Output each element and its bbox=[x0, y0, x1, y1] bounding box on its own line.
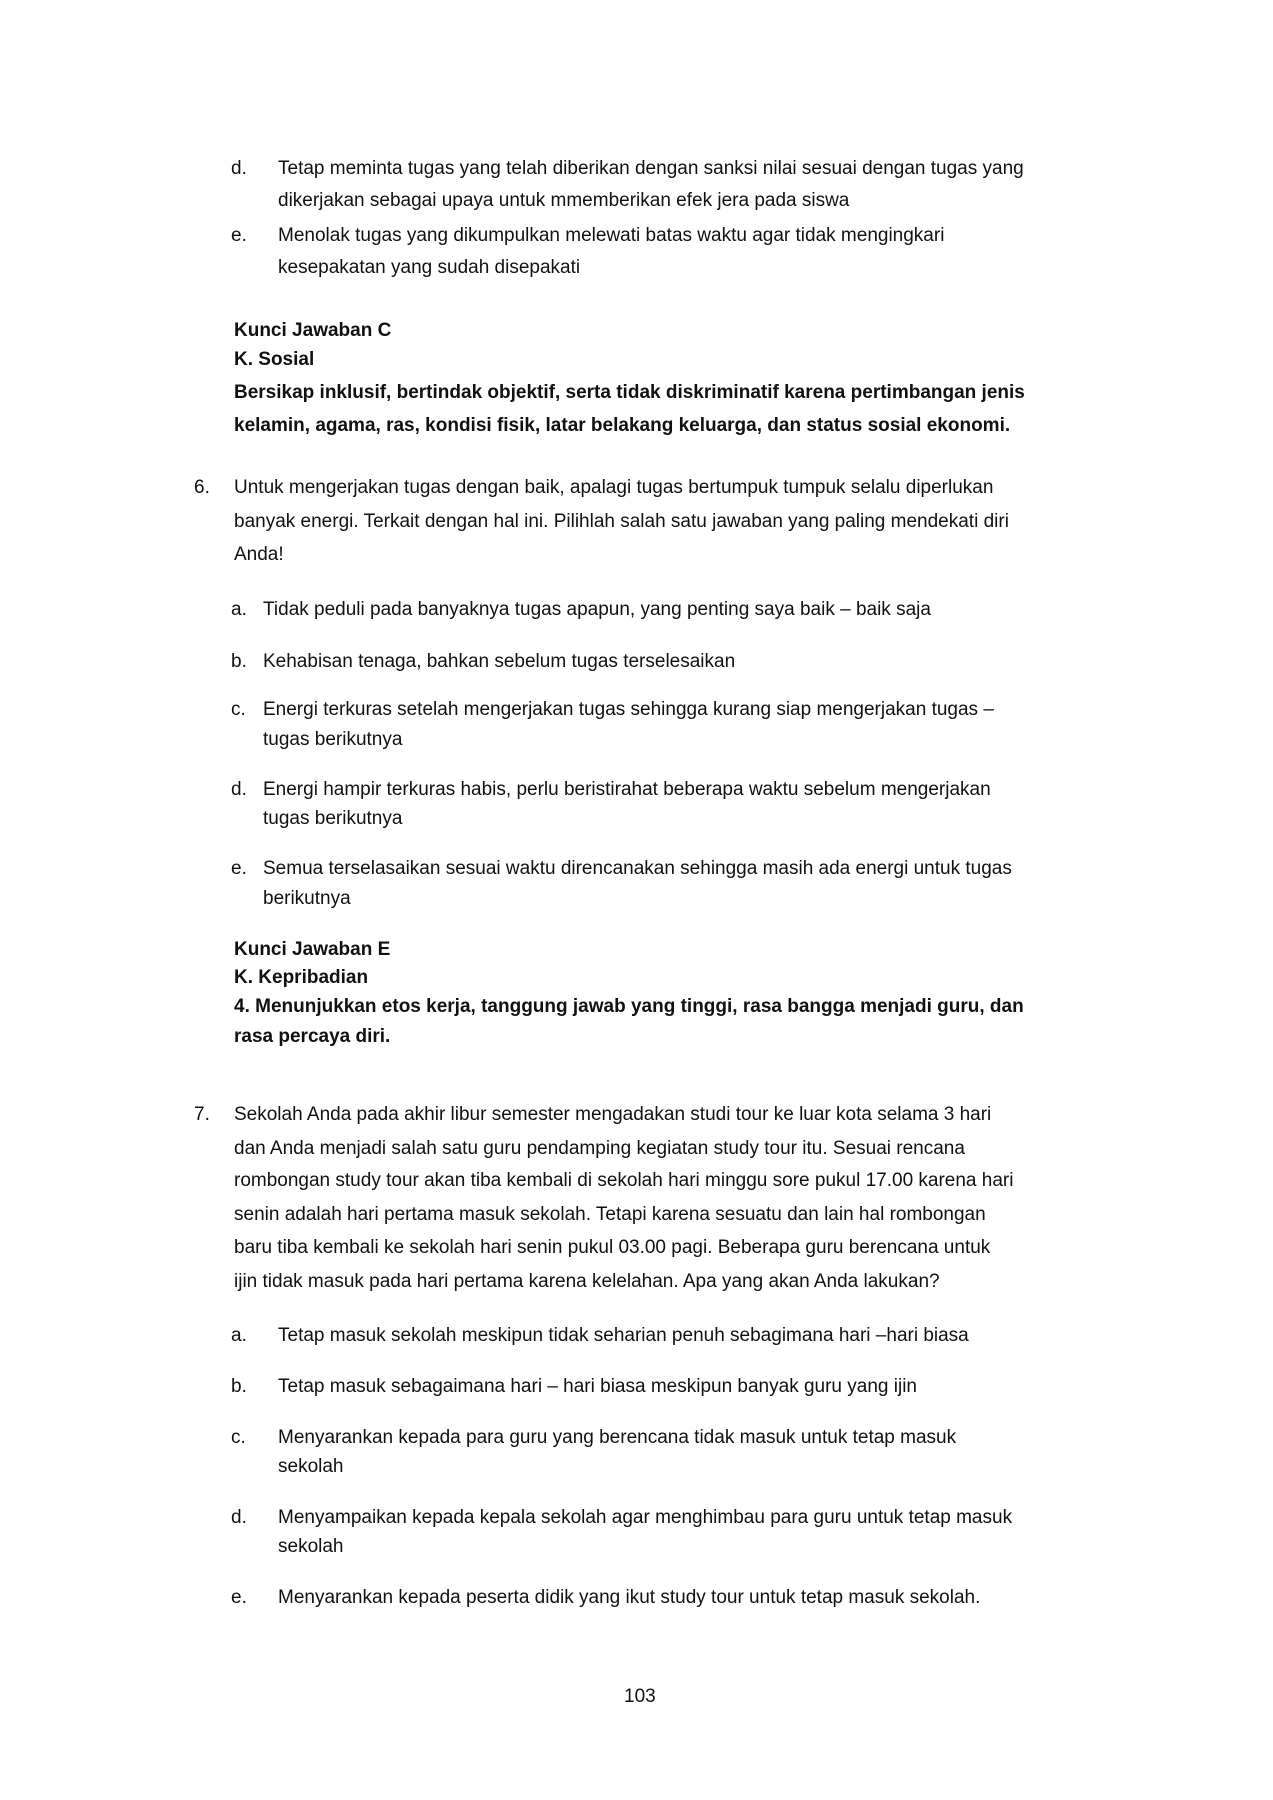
question-text: rombongan study tour akan tiba kembali di sekolah hari minggu sore pukul 17.00 karena hari bbox=[234, 1170, 1014, 1191]
question-number: 7. bbox=[194, 1104, 210, 1125]
option-text: Menolak tugas yang dikumpulkan melewati batas waktu agar tidak mengingkari bbox=[278, 225, 945, 246]
option-letter: c. bbox=[231, 699, 246, 720]
question-text: dan Anda menjadi salah satu guru pendamping kegiatan study tour itu. Sesuai rencana bbox=[234, 1138, 965, 1159]
option-text: tugas berikutnya bbox=[263, 808, 403, 829]
option-text: Tetap masuk sebagaimana hari – hari biasa meskipun banyak guru yang ijin bbox=[278, 1376, 917, 1397]
option-text: Semua terselasaikan sesuai waktu direncanakan sehingga masih ada energi untuk tugas bbox=[263, 858, 1012, 879]
question-text: senin adalah hari pertama masuk sekolah. Tetapi karena sesuatu dan lain hal rombongan bbox=[234, 1204, 986, 1225]
option-letter: a. bbox=[231, 1325, 247, 1346]
option-text: sekolah bbox=[278, 1456, 344, 1477]
question-text: ijin tidak masuk pada hari pertama karena kelelahan. Apa yang akan Anda lakukan? bbox=[234, 1271, 940, 1292]
question-text: banyak energi. Terkait dengan hal ini. Pilihlah salah satu jawaban yang paling mendekati diri bbox=[234, 511, 1009, 532]
option-letter: d. bbox=[231, 779, 247, 800]
competency-indicator: kelamin, agama, ras, kondisi fisik, latar belakang keluarga, dan status sosial ekonomi. bbox=[234, 415, 1011, 436]
option-text: berikutnya bbox=[263, 888, 351, 909]
option-text: dikerjakan sebagai upaya untuk mmemberikan efek jera pada siswa bbox=[278, 190, 850, 211]
competency-indicator: Bersikap inklusif, bertindak objektif, serta tidak diskriminatif karena pertimbangan jenis bbox=[234, 382, 1025, 403]
option-text: sekolah bbox=[278, 1536, 344, 1557]
option-text: Energi hampir terkuras habis, perlu beristirahat beberapa waktu sebelum mengerjakan bbox=[263, 779, 991, 800]
question-text: Untuk mengerjakan tugas dengan baik, apalagi tugas bertumpuk tumpuk selalu diperlukan bbox=[234, 477, 994, 498]
answer-key: Kunci Jawaban C bbox=[234, 320, 392, 341]
question-number: 6. bbox=[194, 477, 210, 498]
competency-label: K. Sosial bbox=[234, 349, 315, 370]
question-text: Anda! bbox=[234, 544, 284, 565]
option-text: Menyarankan kepada para guru yang berencana tidak masuk untuk tetap masuk bbox=[278, 1427, 957, 1448]
option-letter: e. bbox=[231, 1587, 247, 1608]
option-letter: a. bbox=[231, 599, 247, 620]
option-letter: d. bbox=[231, 1507, 247, 1528]
option-letter: b. bbox=[231, 1376, 247, 1397]
competency-indicator: 4. Menunjukkan etos kerja, tanggung jawab yang tinggi, rasa bangga menjadi guru, dan bbox=[234, 996, 1024, 1017]
option-text: Menyampaikan kepada kepala sekolah agar menghimbau para guru untuk tetap masuk bbox=[278, 1507, 1013, 1528]
answer-key: Kunci Jawaban E bbox=[234, 939, 391, 960]
question-text: Sekolah Anda pada akhir libur semester mengadakan studi tour ke luar kota selama 3 hari bbox=[234, 1104, 992, 1125]
option-text: Tidak peduli pada banyaknya tugas apapun, yang penting saya baik – baik saja bbox=[263, 599, 931, 620]
option-text: Tetap masuk sekolah meskipun tidak seharian penuh sebagimana hari –hari biasa bbox=[278, 1325, 969, 1346]
option-text: tugas berikutnya bbox=[263, 729, 403, 750]
option-letter: b. bbox=[231, 651, 247, 672]
page-number: 103 bbox=[624, 1686, 656, 1707]
option-text: Energi terkuras setelah mengerjakan tugas sehingga kurang siap mengerjakan tugas – bbox=[263, 699, 994, 720]
option-text: Tetap meminta tugas yang telah diberikan dengan sanksi nilai sesuai dengan tugas yang bbox=[278, 158, 1024, 179]
competency-label: K. Kepribadian bbox=[234, 967, 369, 988]
option-text: Kehabisan tenaga, bahkan sebelum tugas terselesaikan bbox=[263, 651, 736, 672]
option-letter: e. bbox=[231, 225, 247, 246]
option-text: Menyarankan kepada peserta didik yang ikut study tour untuk tetap masuk sekolah. bbox=[278, 1587, 981, 1608]
option-letter: e. bbox=[231, 858, 247, 879]
option-letter: d. bbox=[231, 158, 247, 179]
option-text: kesepakatan yang sudah disepakati bbox=[278, 257, 581, 278]
competency-indicator: rasa percaya diri. bbox=[234, 1026, 391, 1047]
option-letter: c. bbox=[231, 1427, 246, 1448]
question-text: baru tiba kembali ke sekolah hari senin pukul 03.00 pagi. Beberapa guru berencana untuk bbox=[234, 1237, 991, 1258]
